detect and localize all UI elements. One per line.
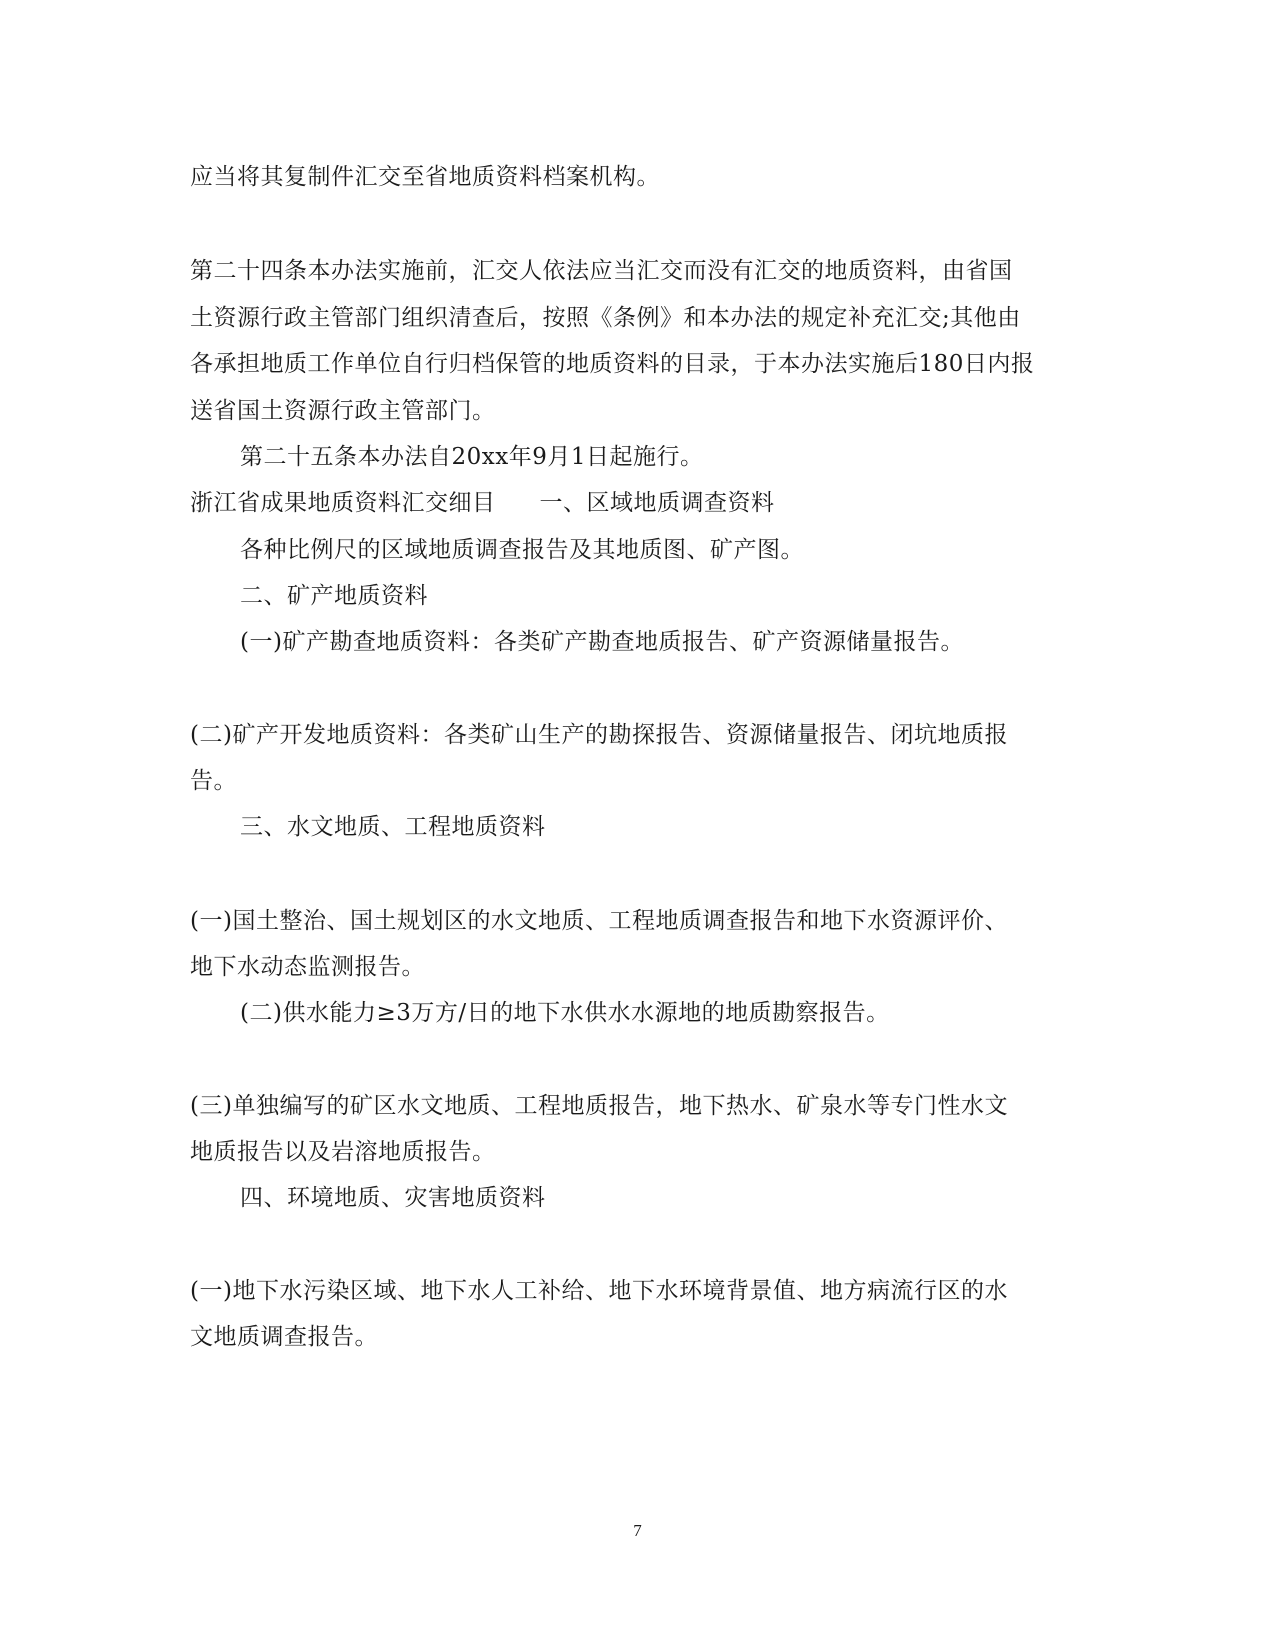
text-line: 告。 bbox=[190, 768, 237, 794]
text-line bbox=[190, 488, 775, 518]
section-heading: 一、区域地质调查资料 bbox=[539, 490, 775, 516]
appendix-title: 浙江省成果地质资料汇交细目 bbox=[190, 490, 496, 516]
text-line: (一)矿产勘查地质资料：各类矿产勘查地质报告、矿产资源储量报告。 bbox=[240, 629, 964, 655]
text-line: 文地质调查报告。 bbox=[190, 1324, 378, 1350]
page-number: 7 bbox=[633, 1521, 642, 1540]
section-heading: 四、环境地质、灾害地质资料 bbox=[240, 1185, 546, 1211]
text-line: (一)国土整治、国土规划区的水文地质、工程地质调查报告和地下水资源评价、 bbox=[190, 908, 1008, 934]
section-heading: 三、水文地质、工程地质资料 bbox=[240, 814, 546, 840]
text-line: (三)单独编写的矿区水文地质、工程地质报告，地下热水、矿泉水等专门性水文 bbox=[190, 1093, 1008, 1119]
text-line: 送省国土资源行政主管部门。 bbox=[190, 398, 496, 424]
text-line: 各种比例尺的区域地质调查报告及其地质图、矿产图。 bbox=[240, 537, 804, 563]
text-line: (一)地下水污染区域、地下水人工补给、地下水环境背景值、地方病流行区的水 bbox=[190, 1278, 1008, 1304]
text-line: 土资源行政主管部门组织清查后，按照《条例》和本办法的规定补充汇交;其他由 bbox=[190, 305, 1021, 331]
section-heading: 二、矿产地质资料 bbox=[240, 583, 428, 609]
text-line: (二)矿产开发地质资料：各类矿山生产的勘探报告、资源储量报告、闭坑地质报 bbox=[190, 722, 1008, 748]
text-line: 第二十五条本办法自20xx年9月1日起施行。 bbox=[240, 444, 704, 470]
text-line: 第二十四条本办法实施前，汇交人依法应当汇交而没有汇交的地质资料，由省国 bbox=[190, 258, 1013, 284]
text-line: 应当将其复制件汇交至省地质资料档案机构。 bbox=[190, 164, 660, 190]
text-line: (二)供水能力≥3万方/日的地下水供水水源地的地质勘察报告。 bbox=[240, 1000, 890, 1026]
text-line: 地质报告以及岩溶地质报告。 bbox=[190, 1139, 496, 1165]
text-line: 地下水动态监测报告。 bbox=[190, 954, 425, 980]
text-line: 各承担地质工作单位自行归档保管的地质资料的目录，于本办法实施后180日内报 bbox=[190, 351, 1035, 377]
